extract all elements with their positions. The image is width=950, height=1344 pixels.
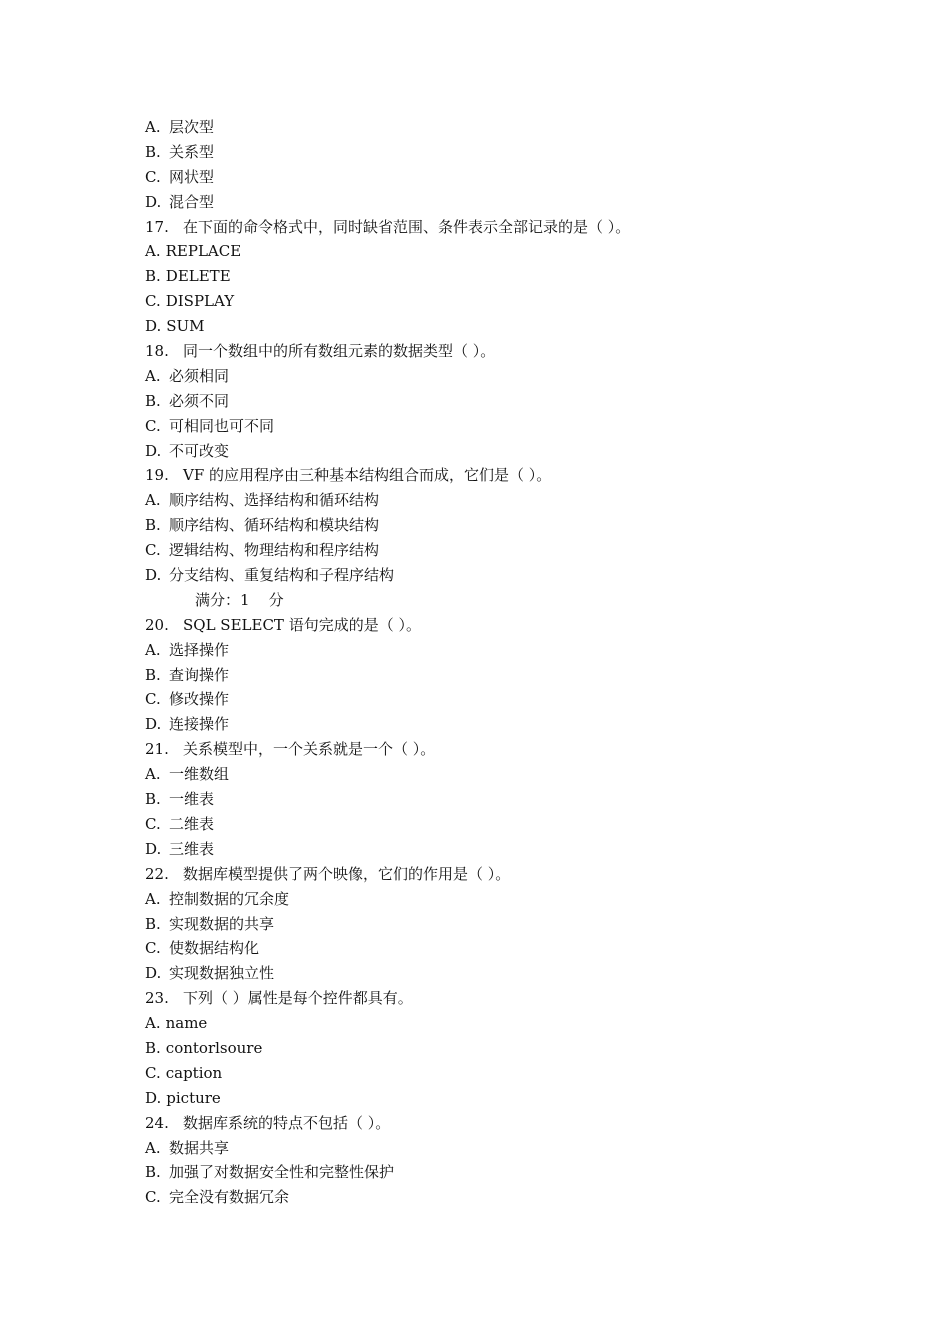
q21-option-a xyxy=(145,762,865,787)
option-letter: A. xyxy=(145,491,161,510)
option-text: 控制数据的冗余度 xyxy=(169,889,290,908)
option-text: caption xyxy=(165,1063,223,1082)
q22-option-b xyxy=(145,912,865,937)
question-number: 24. xyxy=(145,1113,169,1132)
option-letter: B. xyxy=(145,267,161,286)
option-text: 数据共享 xyxy=(169,1138,230,1157)
option-text: 层次型 xyxy=(169,118,215,136)
q20-option-d xyxy=(145,712,865,737)
q16-option-a xyxy=(145,115,865,140)
option-letter: C. xyxy=(145,1063,161,1082)
option-letter: C. xyxy=(145,939,161,958)
option-text: 修改操作 xyxy=(169,690,230,709)
option-letter: A. xyxy=(145,242,161,261)
option-text: contorlsoure xyxy=(165,1038,263,1057)
option-text: 顺序结构、选择结构和循环结构 xyxy=(169,491,380,510)
question-text: 数据库系统的特点不包括（ ）。 xyxy=(183,1113,391,1132)
q23-option-a xyxy=(145,1011,865,1036)
q20-option-c xyxy=(145,687,865,712)
q23-option-b xyxy=(145,1036,865,1061)
option-text: DELETE xyxy=(165,267,231,286)
option-letter: D. xyxy=(145,317,162,336)
q23-option-d xyxy=(145,1086,865,1111)
q23-question xyxy=(145,986,865,1011)
q22-question xyxy=(145,862,865,887)
question-number: 18. xyxy=(145,342,169,361)
option-letter: C. xyxy=(145,1188,161,1207)
option-letter: A. xyxy=(145,765,161,784)
q22-option-c xyxy=(145,936,865,961)
q18-option-c xyxy=(145,414,865,439)
option-text: 完全没有数据冗余 xyxy=(169,1188,290,1207)
q20-option-a xyxy=(145,638,865,663)
option-letter: B. xyxy=(145,516,161,535)
question-number: 23. xyxy=(145,989,169,1008)
option-text: 使数据结构化 xyxy=(169,939,260,958)
option-text: 必须相同 xyxy=(169,366,230,385)
option-text: 顺序结构、循环结构和模块结构 xyxy=(169,516,380,535)
q24-option-c xyxy=(145,1185,865,1210)
option-text: 实现数据的共享 xyxy=(169,914,275,933)
option-letter: D. xyxy=(145,964,162,983)
option-letter: C. xyxy=(145,814,161,833)
q19-option-a xyxy=(145,488,865,513)
option-letter: C. xyxy=(145,541,161,560)
option-text: 分支结构、重复结构和子程序结构 xyxy=(169,566,395,585)
score-line: 满分：1 分 xyxy=(195,590,284,609)
q21-option-b xyxy=(145,787,865,812)
option-letter: A. xyxy=(145,889,161,908)
option-text: SUM xyxy=(166,317,205,336)
option-letter: B. xyxy=(145,790,161,809)
option-text: 查询操作 xyxy=(169,665,230,684)
q24-option-b xyxy=(145,1160,865,1185)
q23-option-c xyxy=(145,1061,865,1086)
q17-option-c xyxy=(145,289,865,314)
q20-option-b xyxy=(145,663,865,688)
q18-option-d xyxy=(145,439,865,464)
option-letter: B. xyxy=(145,142,161,161)
q17-question xyxy=(145,215,865,240)
option-text: picture xyxy=(166,1088,221,1107)
question-text: VF 的应用程序由三种基本结构组合而成，它们是（ ）。 xyxy=(183,466,552,485)
option-text: 实现数据独立性 xyxy=(169,964,275,983)
option-letter: D. xyxy=(145,839,162,858)
question-text: 在下面的命令格式中，同时缺省范围、条件表示全部记录的是（ ）。 xyxy=(183,217,631,236)
option-letter: D. xyxy=(145,715,162,734)
option-letter: D. xyxy=(145,441,162,460)
option-text: DISPLAY xyxy=(165,292,235,311)
option-text: 加强了对数据安全性和完整性保护 xyxy=(169,1163,395,1182)
q19-question xyxy=(145,463,865,488)
option-text: 三维表 xyxy=(169,839,215,858)
q17-option-a xyxy=(145,239,865,264)
q19-option-b xyxy=(145,513,865,538)
q18-option-a xyxy=(145,364,865,389)
option-text: REPLACE xyxy=(165,242,242,261)
option-letter: B. xyxy=(145,914,161,933)
question-number: 22. xyxy=(145,864,169,883)
option-letter: A. xyxy=(145,640,161,659)
q16-option-d xyxy=(145,190,865,215)
q18-option-b xyxy=(145,389,865,414)
question-text: 下列（ ）属性是每个控件都具有。 xyxy=(183,989,413,1008)
option-letter: B. xyxy=(145,1163,161,1182)
q17-option-d xyxy=(145,314,865,339)
option-text: 逻辑结构、物理结构和程序结构 xyxy=(169,541,380,560)
option-text: 不可改变 xyxy=(169,441,230,460)
option-text: 二维表 xyxy=(169,814,215,833)
option-letter: A. xyxy=(145,118,161,136)
q16-option-b xyxy=(145,140,865,165)
q16-option-c xyxy=(145,165,865,190)
option-letter: D. xyxy=(145,192,162,211)
option-letter: A. xyxy=(145,1138,161,1157)
option-text: 关系型 xyxy=(169,142,215,161)
question-number: 20. xyxy=(145,615,169,634)
q21-question xyxy=(145,737,865,762)
option-text: 网状型 xyxy=(169,167,215,186)
option-text: 一维数组 xyxy=(169,765,230,784)
question-text: 关系模型中，一个关系就是一个（ ）。 xyxy=(183,740,436,759)
question-text: SQL SELECT 语句完成的是（ ）。 xyxy=(183,615,421,634)
q24-question xyxy=(145,1111,865,1136)
option-text: name xyxy=(165,1014,208,1033)
q22-option-a xyxy=(145,887,865,912)
option-text: 选择操作 xyxy=(169,640,230,659)
option-text: 混合型 xyxy=(169,192,215,211)
option-letter: D. xyxy=(145,1088,162,1107)
option-text: 一维表 xyxy=(169,790,215,809)
q21-option-d xyxy=(145,837,865,862)
q19-option-c xyxy=(145,538,865,563)
option-letter: A. xyxy=(145,1014,161,1033)
question-text: 同一个数组中的所有数组元素的数据类型（ ）。 xyxy=(183,342,496,361)
option-text: 连接操作 xyxy=(169,715,230,734)
option-letter: B. xyxy=(145,665,161,684)
q17-option-b xyxy=(145,264,865,289)
q20-question xyxy=(145,613,865,638)
q19-option-d xyxy=(145,563,865,588)
option-text: 必须不同 xyxy=(169,391,230,410)
question-number: 19. xyxy=(145,466,169,485)
q24-option-a xyxy=(145,1136,865,1161)
option-letter: C. xyxy=(145,292,161,311)
q22-option-d xyxy=(145,961,865,986)
q21-option-c xyxy=(145,812,865,837)
option-letter: D. xyxy=(145,566,162,585)
option-letter: A. xyxy=(145,366,161,385)
question-number: 21. xyxy=(145,740,169,759)
option-letter: C. xyxy=(145,690,161,709)
option-text: 可相同也可不同 xyxy=(169,416,275,435)
option-letter: B. xyxy=(145,1038,161,1057)
option-letter: C. xyxy=(145,167,161,186)
question-list xyxy=(145,115,865,1210)
question-number: 17. xyxy=(145,217,169,236)
q18-question xyxy=(145,339,865,364)
option-letter: B. xyxy=(145,391,161,410)
question-text: 数据库模型提供了两个映像，它们的作用是（ ）。 xyxy=(183,864,511,883)
option-letter: C. xyxy=(145,416,161,435)
